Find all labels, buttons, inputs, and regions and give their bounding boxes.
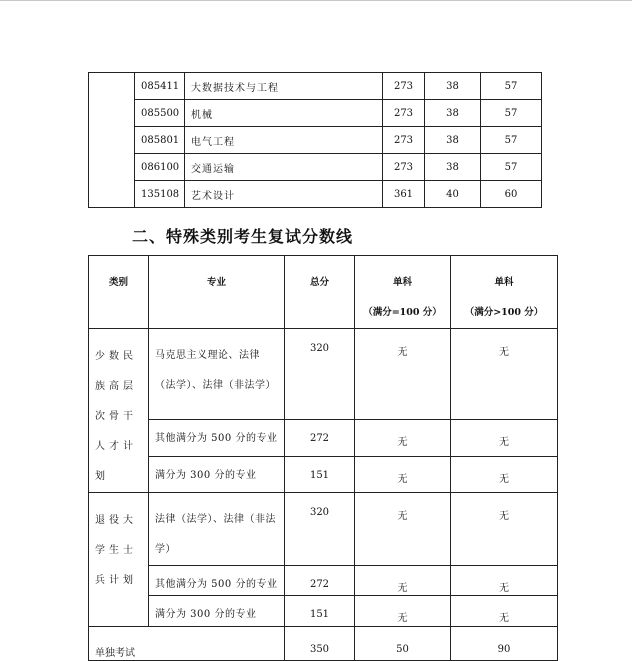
section-title: 二、特殊类别考生复试分数线 (132, 227, 354, 246)
table-row (89, 73, 542, 100)
single-score-over-100: 无 (451, 596, 558, 627)
header-single-over-100 (451, 256, 558, 329)
single-score-over-100: 无 (451, 566, 558, 596)
major-code: 086100 (135, 154, 185, 181)
table-row (89, 419, 558, 456)
total-score: 273 (383, 73, 425, 100)
single-score-over-100: 90 (451, 627, 558, 661)
single-score-100: 38 (425, 73, 481, 100)
single-score-100: 38 (425, 100, 481, 127)
single-score-100: 无 (355, 596, 451, 627)
single-score-over-100: 57 (481, 154, 542, 181)
page-top-edge (0, 0, 632, 1)
header-major-label: 专业 (206, 277, 226, 288)
total-score: 320 (285, 329, 355, 420)
header-single-100-line1: 单科 (392, 277, 412, 288)
table-row (89, 493, 558, 566)
major-name: 交通运输 (185, 154, 383, 181)
major-cell: 其他满分为 500 分的专业 (149, 419, 285, 456)
table-row (89, 181, 542, 208)
single-score-100: 38 (425, 127, 481, 154)
major-name: 艺术设计 (185, 181, 383, 208)
header-single-over-100-line1: 单科 (494, 277, 514, 288)
special-score-table (88, 255, 558, 661)
major-name: 电气工程 (185, 127, 383, 154)
single-score-over-100: 60 (481, 181, 542, 208)
category-independent-exam: 单独考试 (89, 627, 285, 661)
total-score: 151 (285, 456, 355, 492)
category-veteran-soldier: 退役大学生士兵计划 (89, 493, 149, 627)
single-score-100: 无 (355, 456, 451, 492)
category-minority-talent: 少数民族高层次骨干人才计划 (89, 329, 149, 493)
score-table-top (88, 72, 542, 208)
table-row (89, 100, 542, 127)
table-row (89, 329, 558, 420)
single-score-over-100: 57 (481, 73, 542, 100)
total-score: 272 (285, 419, 355, 456)
major-name: 机械 (185, 100, 383, 127)
major-cell: 满分为 300 分的专业 (149, 596, 285, 627)
single-score-100: 无 (355, 419, 451, 456)
single-score-100: 40 (425, 181, 481, 208)
table-row (89, 627, 558, 661)
single-score-100: 50 (355, 627, 451, 661)
single-score-over-100: 无 (451, 493, 558, 566)
major-code: 135108 (135, 181, 185, 208)
major-cell: 马克思主义理论、法律（法学）、法律（非法学） (149, 329, 285, 420)
single-score-over-100: 无 (451, 329, 558, 420)
major-name: 大数据技术与工程 (185, 73, 383, 100)
major-cell: 其他满分为 500 分的专业 (149, 566, 285, 596)
single-score-100: 无 (355, 329, 451, 420)
major-cell: 法律（法学）、法律（非法学） (149, 493, 285, 566)
header-total (285, 256, 355, 329)
header-single-100-line2: （满分=100 分） (363, 307, 442, 318)
category-cell-continued (89, 73, 135, 208)
header-category-label: 类别 (108, 277, 128, 288)
total-score: 272 (285, 566, 355, 596)
major-code: 085801 (135, 127, 185, 154)
table-header-row (89, 256, 558, 329)
table-row (89, 596, 558, 627)
header-major (149, 256, 285, 329)
header-total-label: 总分 (309, 277, 329, 288)
single-score-over-100: 无 (451, 419, 558, 456)
total-score: 320 (285, 493, 355, 566)
header-category (89, 256, 149, 329)
total-score: 151 (285, 596, 355, 627)
total-score: 273 (383, 154, 425, 181)
header-single-over-100-line2: （满分>100 分） (464, 307, 544, 318)
total-score: 273 (383, 100, 425, 127)
table-row (89, 127, 542, 154)
major-code: 085500 (135, 100, 185, 127)
major-code: 085411 (135, 73, 185, 100)
single-score-100: 无 (355, 493, 451, 566)
single-score-100: 38 (425, 154, 481, 181)
table-row (89, 566, 558, 596)
single-score-over-100: 57 (481, 127, 542, 154)
total-score: 350 (285, 627, 355, 661)
table-row (89, 154, 542, 181)
header-single-100 (355, 256, 451, 329)
table-row (89, 456, 558, 492)
single-score-100: 无 (355, 566, 451, 596)
single-score-over-100: 57 (481, 100, 542, 127)
single-score-over-100: 无 (451, 456, 558, 492)
major-cell: 满分为 300 分的专业 (149, 456, 285, 492)
total-score: 273 (383, 127, 425, 154)
total-score: 361 (383, 181, 425, 208)
